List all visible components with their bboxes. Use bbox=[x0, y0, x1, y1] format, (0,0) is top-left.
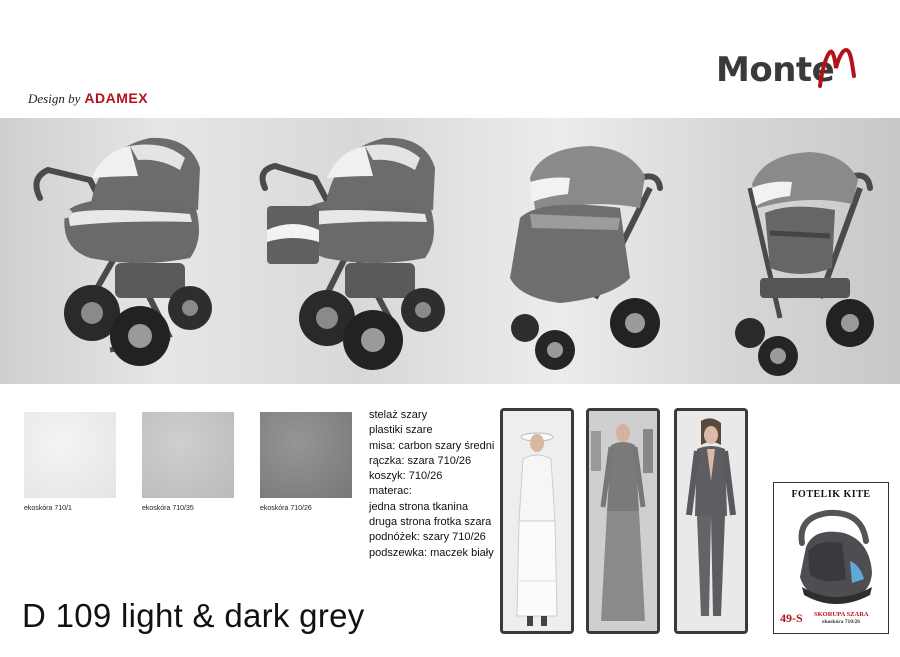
swatch-label-3: ekoskóra 710/26 bbox=[260, 505, 312, 512]
swatch-color-2 bbox=[142, 412, 234, 498]
model-title: D 109 light & dark grey bbox=[22, 597, 365, 634]
car-seat-code: 49-S bbox=[780, 611, 803, 625]
fashion-photo-3 bbox=[674, 408, 748, 634]
swatch-label-2: ekoskóra 710/35 bbox=[142, 505, 194, 512]
car-seat-panel bbox=[773, 482, 889, 634]
spec-line: druga strona frotka szara bbox=[369, 516, 492, 529]
swatch-color-3 bbox=[260, 412, 352, 498]
stroller-carrycot-bag-image bbox=[255, 118, 455, 384]
spec-line: stelaż szary bbox=[369, 409, 428, 421]
spec-line: podszewka: maczek biały bbox=[369, 546, 494, 559]
stroller-banner bbox=[0, 118, 900, 384]
stroller-sport-cover-image bbox=[500, 118, 680, 384]
spec-line: rączka: szara 710/26 bbox=[369, 454, 472, 467]
monte-logo bbox=[716, 46, 866, 96]
logo-text: Monte bbox=[716, 50, 835, 90]
car-seat-material: ekoskóra 710/26 bbox=[822, 619, 861, 625]
stroller-carrycot-image bbox=[20, 118, 220, 384]
spec-list bbox=[369, 408, 494, 561]
spec-line: jedna strona tkanina bbox=[369, 500, 469, 513]
fashion-model-grey-suit-image bbox=[677, 411, 745, 631]
spec-line: koszyk: 710/26 bbox=[369, 470, 443, 483]
spec-line: misa: carbon szary średni bbox=[369, 439, 495, 452]
fashion-model-white-dress-image bbox=[503, 411, 571, 631]
car-seat-image bbox=[788, 503, 878, 607]
design-by-adamex bbox=[28, 90, 148, 107]
fashion-photo-1 bbox=[500, 408, 574, 634]
fashion-photo-2 bbox=[586, 408, 660, 634]
spec-line: materac: bbox=[369, 485, 412, 498]
design-by-prefix: Design by bbox=[28, 91, 81, 106]
swatch-color-1 bbox=[24, 412, 116, 498]
car-seat-title: FOTELIK KITE bbox=[791, 489, 871, 500]
logo-m-swoosh-icon bbox=[816, 46, 860, 90]
spec-line: plastiki szare bbox=[369, 424, 433, 437]
adamex-brand: ADAMEX bbox=[84, 90, 149, 106]
car-seat-shell: SKORUPA SZARA bbox=[814, 611, 869, 618]
spec-line: podnóżek: szary 710/26 bbox=[369, 531, 486, 544]
fashion-model-grey-gown-image bbox=[589, 411, 657, 631]
stroller-sport-seat-image bbox=[720, 118, 890, 384]
swatch-label-1: ekoskóra 710/1 bbox=[24, 505, 72, 512]
